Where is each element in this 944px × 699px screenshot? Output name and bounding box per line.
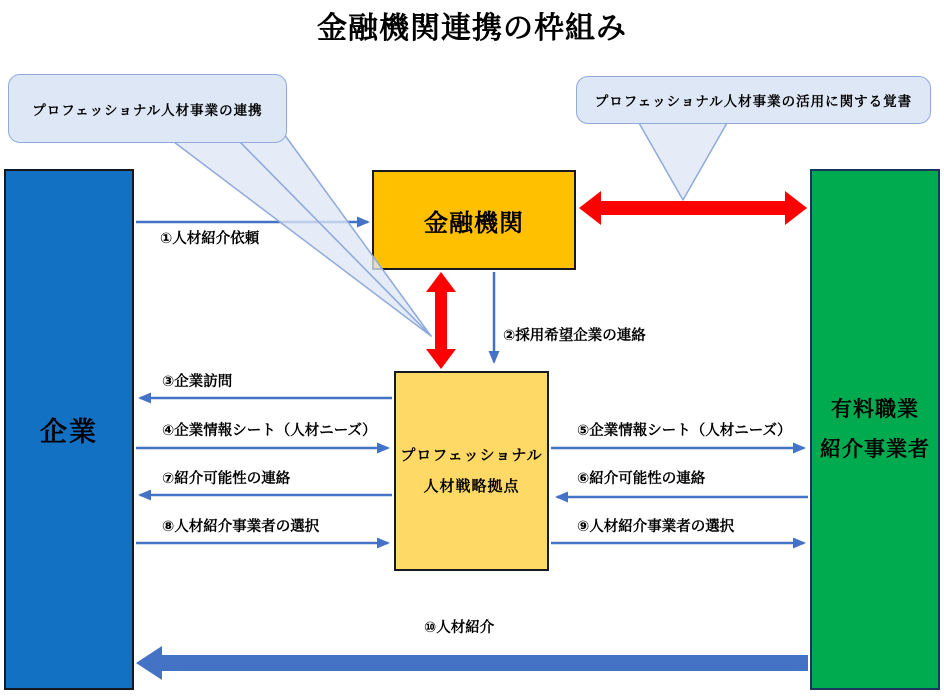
callout-professional-hr-cooperation — [8, 74, 287, 143]
callout-right-tail — [639, 123, 727, 200]
node-agency-label-line1: 有料職業 — [831, 397, 919, 421]
node-agency-label-line2: 紹介事業者 — [820, 437, 930, 461]
node-company-label: 企業 — [40, 417, 98, 447]
callout-left-label: プロフェッショナル人材事業の連携 — [32, 102, 263, 118]
flow-label-3: ③企業訪問 — [162, 374, 233, 390]
red-double-arrow-horizontal — [579, 191, 807, 225]
arrow-10-talent-referral — [136, 646, 808, 680]
callout-left-tail-2 — [240, 134, 431, 336]
node-hub-label-line1: プロフェッショナル — [400, 446, 543, 464]
flow-label-5: ⑤企業情報シート（人材ニーズ） — [577, 423, 792, 439]
flow-label-10: ⑩人材紹介 — [424, 620, 495, 636]
flow-label-9: ⑨人材紹介事業者の選択 — [577, 519, 735, 535]
node-financial-institution-label: 金融機関 — [424, 209, 524, 237]
flow-label-7: ⑦紹介可能性の連絡 — [162, 471, 291, 487]
callout-right-label: プロフェッショナル人材事業の活用に関する覚書 — [594, 94, 913, 109]
red-double-arrow-vertical — [426, 272, 456, 369]
page-title: 金融機関連携の枠組み — [317, 12, 627, 45]
node-hub-label-line2: 人材戦略拠点 — [423, 478, 520, 495]
flow-label-4: ④企業情報シート（人材ニーズ） — [162, 423, 377, 439]
flow-label-8: ⑧人材紹介事業者の選択 — [162, 519, 320, 535]
flow-label-6: ⑥紹介可能性の連絡 — [577, 471, 706, 487]
callout-memorandum — [576, 76, 931, 124]
flow-label-1: ①人材紹介依頼 — [160, 231, 260, 247]
flow-label-2: ②採用希望企業の連絡 — [503, 328, 646, 344]
